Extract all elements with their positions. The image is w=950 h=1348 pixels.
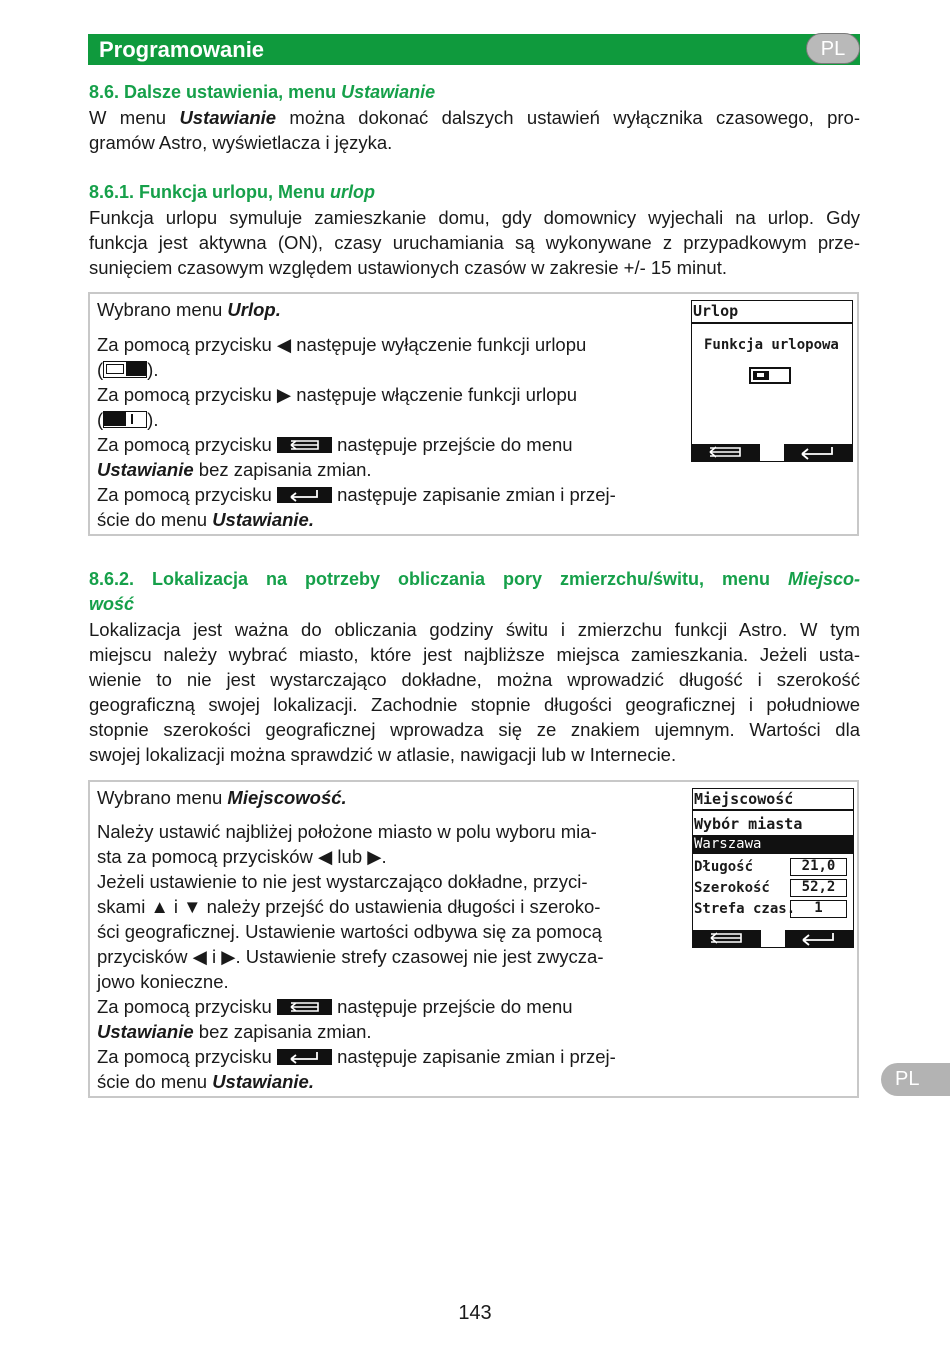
box-line: Za pomocą przycisku następuje zapisanie zmian i przej- xyxy=(97,1046,616,1067)
box-line: Wybrano menu Miejscowość. xyxy=(97,787,347,808)
box-line: sta za pomocą przycisków ◀ lub ▶. xyxy=(97,846,387,867)
box-line: Za pomocą przycisku następuje zapisanie zmian i przej- xyxy=(97,484,616,505)
box-line: jowo konieczne. xyxy=(97,971,229,992)
enter-key-icon xyxy=(277,487,332,503)
heading-8-6-1: 8.6.1. Funkcja urlopu, Menu urlop xyxy=(89,182,376,202)
back-key-icon xyxy=(277,999,332,1015)
heading-8-6-2: 8.6.2. Lokalizacja na potrzeby obliczania pory zmierzchu/świtu, menu Miejsco- wość xyxy=(89,569,860,614)
box-line: ( ). xyxy=(97,409,159,430)
back-key-icon xyxy=(277,437,332,453)
box-line: Wybrano menu Urlop. xyxy=(97,299,281,320)
paragraph-8-6: W menu Ustawianie można dokonać dalszych ustawień wyłącznika czasowego, pro- gramów Astro, wyświetlacza i języka. xyxy=(89,107,860,153)
language-side-tab: PL xyxy=(881,1063,950,1096)
toggle-off-icon xyxy=(749,367,791,384)
box-line: Jeżeli ustawienie to nie jest wystarczająco dokładne, przyci- xyxy=(97,871,588,892)
box-line: Ustawianie bez zapisania zmian. xyxy=(97,1021,372,1042)
timezone-label: Strefa czas. xyxy=(694,901,796,917)
paragraph-8-6-1: Funkcja urlopu symuluje zamieszkanie domu, gdy domownicy wyjechali na urlop. Gdy funkcja jest aktywna (ON), czasy uruchamiania są wykonywane z przypadkowym prze- sunięciem czasowym względem ustawionych czasów w zakresie +/- 15 minut. xyxy=(89,207,860,278)
box-line: ( ). xyxy=(97,359,159,380)
box-line: przycisków ◀ i ▶. Ustawienie strefy czasowej nie jest zwycza- xyxy=(97,946,604,967)
device-screen-urlop xyxy=(691,300,853,462)
enter-softkey-icon xyxy=(785,930,853,947)
box-line: Za pomocą przycisku ▶ następuje włączenie funkcji urlopu xyxy=(97,384,578,405)
screen-title: Miejscowość xyxy=(694,790,794,808)
box-line: ście do menu Ustawianie. xyxy=(97,1071,314,1092)
back-softkey-icon xyxy=(693,930,761,947)
box-line: skami ▲ i ▼ należy przejść do ustawienia długości i szeroko- xyxy=(97,896,601,917)
heading-8-6: 8.6. Dalsze ustawienia, menu Ustawianie xyxy=(89,82,436,102)
box-line: Za pomocą przycisku następuje przejście do menu xyxy=(97,996,573,1017)
box-line: Ustawianie bez zapisania zmian. xyxy=(97,459,372,480)
latitude-field[interactable]: 52,2 xyxy=(790,879,847,897)
box-line: ści geograficznej. Ustawienie wartości odbywa się za pomocą xyxy=(97,921,602,942)
device-screen-miejscowosc xyxy=(692,788,854,948)
screen-title: Urlop xyxy=(693,302,739,320)
language-badge: PL xyxy=(806,33,860,64)
section-title: Programowanie xyxy=(99,37,265,62)
page-number: 143 xyxy=(458,1302,492,1324)
latitude-label: Szerokość xyxy=(694,880,770,896)
enter-key-icon xyxy=(277,1049,332,1065)
city-selector[interactable] xyxy=(693,835,853,854)
back-softkey-icon xyxy=(692,444,760,461)
box-line: Za pomocą przycisku następuje przejście do menu xyxy=(97,434,573,455)
screen-divider xyxy=(693,809,853,811)
box-line: Za pomocą przycisku ◀ następuje wyłączenie funkcji urlopu xyxy=(97,334,587,355)
timezone-field[interactable]: 1 xyxy=(790,900,847,918)
longitude-label: Długość xyxy=(694,859,754,875)
city-value: Warszawa xyxy=(694,836,762,852)
select-city-label: Wybór miasta xyxy=(694,815,803,833)
longitude-field[interactable]: 21,0 xyxy=(790,858,847,876)
paragraph-8-6-2: Lokalizacja jest ważna do obliczania godziny świtu i zmierzchu funkcji Astro. W tym miejscu należy wybrać miasto, które jest najbliższe miejsca zamieszkania. Jeżeli usta- wienie to nie jest wystarczająco dokładne, można wprowadzić długość i szerokość geograficzną swojej lokalizacji. Zachodnie stopnie długości geograficznej i południowe stopnie szerokości geograficznej wprowadza się ze znakiem ujemnym. Wartości dla swojej lokalizacji można sprawdzić w atlasie, nawigacji lub w Internecie. xyxy=(89,619,860,765)
toggle-off-icon xyxy=(103,361,147,378)
screen-label: Funkcja urlopowa xyxy=(704,337,839,353)
toggle-on-icon xyxy=(103,411,147,428)
box-line: Należy ustawić najbliżej położone miasto w polu wyboru mia- xyxy=(97,821,597,842)
enter-softkey-icon xyxy=(784,444,852,461)
box-line: ście do menu Ustawianie. xyxy=(97,509,314,530)
screen-divider xyxy=(692,322,852,324)
